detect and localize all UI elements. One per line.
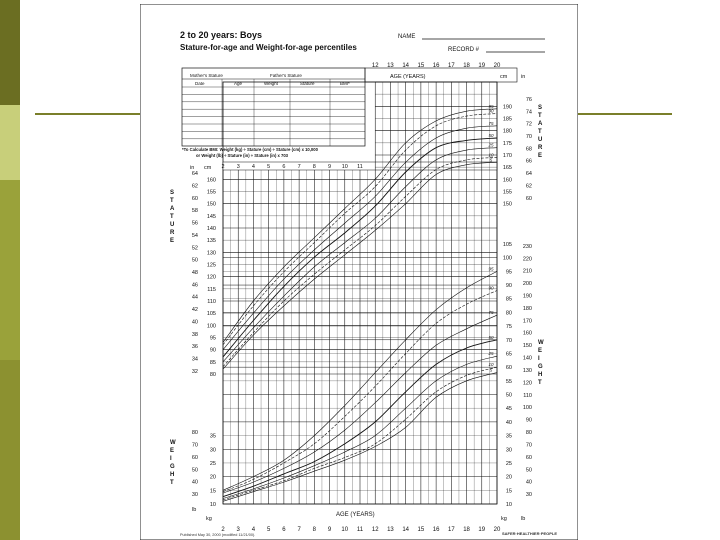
- footer-text: Published May 30, 2000 (modified 11/21/00).: [180, 533, 256, 537]
- weight-kg-tick-right: 55: [505, 378, 512, 385]
- weight-kg-tick-right: 50: [505, 392, 512, 399]
- weight-lb-tick-right: 210: [522, 268, 532, 275]
- weight-kg-tick-right: 15: [505, 488, 512, 495]
- weight-percentile-label: 90: [488, 285, 494, 291]
- unit-cm-left: cm: [204, 165, 212, 171]
- stature-percentile-label: 5: [489, 157, 493, 163]
- bottom-age-tick: 20: [493, 527, 501, 533]
- weight-percentile-label: 50: [488, 334, 494, 340]
- weight-lb-tick-left: 30: [191, 492, 198, 499]
- weight-kg-tick-left: 25: [209, 460, 216, 467]
- bottom-age-tick: 5: [266, 527, 271, 533]
- stature-cm-tick-left: 135: [206, 238, 216, 245]
- slide-bar-4: [0, 360, 20, 540]
- unit-lb-left: lb: [192, 507, 197, 513]
- stature-cm-tick-right: 155: [502, 189, 512, 196]
- stature-cm-tick-left: 125: [206, 262, 216, 269]
- bottom-age-tick: 8: [312, 527, 317, 533]
- weight-kg-tick-left: 20: [209, 474, 216, 481]
- stature-cm-tick-right: 170: [502, 153, 512, 159]
- stature-percentile-label: 10: [488, 152, 494, 158]
- weight-lb-tick-right: 140: [522, 355, 532, 362]
- stature-cm-tick-right: 160: [502, 177, 512, 184]
- bottom-age-tick: 18: [463, 527, 470, 533]
- weight-lb-tick-right: 120: [522, 380, 532, 387]
- stature-in-tick-right: 74: [525, 109, 532, 116]
- weight-kg-tick-right: 10: [505, 502, 512, 508]
- table-header-age: Age: [234, 81, 243, 86]
- bottom-age-label: AGE (YEARS): [336, 512, 375, 518]
- unit-kg-right: kg: [501, 516, 507, 522]
- stature-in-tick-left: 50: [191, 257, 198, 264]
- stature-cm-tick-left: 140: [206, 226, 216, 232]
- weight-kg-tick-right: 25: [505, 460, 512, 467]
- top-age-tick: 14: [402, 63, 410, 69]
- mid-age-tick: 10: [341, 164, 348, 170]
- weight-lb-tick-right: 30: [525, 492, 532, 499]
- weight-kg-tick-right: 100: [502, 255, 512, 262]
- top-age-ticks: [372, 63, 501, 69]
- stature-cm-tick-left: 105: [206, 311, 216, 318]
- stature-cm-tick-left: 85: [209, 359, 216, 366]
- weight-lb-tick-right: 50: [525, 467, 532, 474]
- stature-cm-tick-left: 90: [209, 347, 216, 354]
- stature-cm-tick-left: 160: [206, 177, 216, 184]
- weight-percentile-label: 75: [488, 310, 494, 316]
- slide-bar-1: [0, 0, 20, 105]
- chart-subtitle: Stature-for-age and Weight-for-age percentiles: [180, 43, 357, 52]
- bottom-age-tick: 13: [387, 527, 394, 533]
- table-header-date: Date: [195, 81, 205, 86]
- weight-lb-tick-left: 40: [191, 479, 198, 486]
- stature-in-tick-left: 40: [191, 319, 198, 326]
- mid-age-tick: 4: [251, 164, 255, 170]
- weight-kg-tick-right: 45: [505, 406, 512, 413]
- bottom-age-tick: 15: [417, 527, 425, 533]
- stature-in-tick-left: 62: [191, 183, 198, 190]
- stature-in-tick-right: 68: [525, 146, 532, 153]
- mid-age-tick: 9: [328, 164, 332, 170]
- top-age-tick: 15: [417, 63, 425, 69]
- stature-cm-tick-left: 120: [206, 274, 216, 281]
- mid-age-tick: 6: [282, 164, 286, 170]
- weight-kg-tick-right: 60: [505, 365, 512, 372]
- weight-lb-tick-left: 70: [191, 442, 198, 449]
- stature-in-tick-left: 54: [191, 232, 198, 239]
- stature-in-tick-left: 48: [191, 269, 198, 276]
- weight-lb-tick-right: 100: [522, 405, 532, 412]
- bottom-age-tick: 10: [341, 527, 349, 533]
- stature-cm-tick-left: 115: [207, 286, 216, 293]
- stature-cm-tick-right: 165: [502, 165, 512, 172]
- weight-kg-tick-right: 65: [505, 351, 512, 358]
- stature-in-tick-right: 62: [525, 183, 532, 190]
- weight-lb-tick-right: 230: [522, 243, 532, 250]
- stature-in-tick-right: 70: [525, 134, 532, 141]
- top-age-label: AGE (YEARS): [390, 74, 426, 80]
- unit-cm-right: cm: [500, 74, 508, 80]
- stature-in-tick-right: 66: [525, 158, 532, 165]
- stature-in-tick-left: 34: [191, 356, 198, 363]
- weight-lb-tick-right: 40: [525, 479, 532, 486]
- slide-rule-right: [578, 113, 672, 115]
- stature-in-tick-right: 72: [525, 121, 532, 128]
- chart-page-border: [140, 4, 578, 540]
- stature-cm-tick-left: 130: [206, 250, 216, 257]
- stature-in-tick-right: 76: [525, 96, 532, 103]
- unit-in-left: in: [190, 165, 195, 171]
- record-label: RECORD #: [448, 47, 480, 53]
- side-label-stature-right: S T A T U R E: [538, 105, 543, 159]
- stature-cm-tick-right: 185: [502, 116, 512, 123]
- stature-cm-tick-right: 150: [502, 201, 512, 208]
- stature-percentile-label: 75: [488, 120, 494, 126]
- side-label-weight-left: W E I G H T: [170, 440, 176, 486]
- top-age-tick: 18: [463, 63, 470, 69]
- bottom-age-tick: 3: [236, 527, 240, 533]
- bottom-age-tick: 11: [356, 527, 364, 533]
- bottom-age-tick: 12: [371, 527, 379, 533]
- top-age-tick: 16: [432, 63, 440, 69]
- weight-percentile-label: 25: [488, 351, 494, 357]
- weight-lb-tick-left: 80: [191, 430, 198, 437]
- mid-age-tick: 8: [312, 164, 316, 170]
- chart-title: 2 to 20 years: Boys: [180, 30, 263, 40]
- weight-kg-tick-right: 75: [505, 324, 512, 331]
- unit-in-right: in: [521, 74, 526, 80]
- top-age-tick: 20: [493, 63, 501, 69]
- bottom-age-tick: 7: [297, 527, 301, 533]
- weight-lb-tick-right: 70: [525, 442, 532, 449]
- table-header-weight: Weight: [264, 81, 278, 86]
- weight-kg-tick-right: 70: [505, 337, 512, 344]
- weight-percentile-label: 5: [489, 367, 493, 373]
- weight-lb-tick-right: 80: [525, 430, 532, 437]
- weight-kg-tick-right: 90: [505, 283, 512, 290]
- weight-lb-tick-right: 180: [522, 305, 532, 312]
- top-age-tick: 19: [478, 63, 486, 69]
- stature-percentile-label: 90: [488, 108, 494, 114]
- weight-lb-tick-left: 60: [191, 454, 198, 461]
- bmi-note-1: *To Calculate BMI: Weight (kg) ÷ Stature (cm) ÷ Stature (cm) x 10,000: [182, 147, 318, 152]
- stature-percentile-label: 25: [488, 142, 494, 148]
- weight-kg-tick-right: 80: [505, 310, 512, 317]
- weight-kg-tick-left: 10: [209, 502, 216, 508]
- bottom-age-tick: 2: [221, 527, 225, 533]
- stature-cm-tick-left: 155: [206, 189, 216, 196]
- stature-cm-tick-left: 95: [209, 335, 216, 342]
- weight-kg-tick-right: 35: [505, 433, 512, 440]
- weight-lb-tick-right: 90: [525, 417, 532, 424]
- stature-in-tick-left: 36: [191, 344, 198, 351]
- table-header-bmi: BMI*: [340, 81, 350, 86]
- weight-lb-tick-right: 130: [522, 367, 532, 374]
- table-group-header-mother: Mother's Stature: [190, 73, 223, 78]
- slide-rule-left: [35, 113, 143, 115]
- stature-in-tick-left: 56: [191, 220, 198, 227]
- weight-lb-tick-right: 220: [522, 256, 532, 263]
- weight-lb-tick-right: 190: [522, 293, 532, 300]
- mid-age-tick: 3: [236, 164, 240, 170]
- bottom-age-tick: 6: [282, 527, 286, 533]
- stature-percentile-label: 95: [488, 103, 494, 109]
- stature-cm-tick-right: 180: [502, 128, 512, 135]
- mid-age-tick: 2: [221, 164, 225, 170]
- weight-lb-tick-right: 110: [523, 392, 532, 399]
- stature-cm-tick-left: 145: [206, 213, 216, 220]
- stature-in-tick-right: 64: [525, 171, 532, 178]
- stature-cm-tick-left: 100: [206, 323, 216, 330]
- bottom-age-tick: 19: [478, 527, 486, 533]
- weight-lb-tick-right: 170: [522, 318, 532, 325]
- stature-cm-tick-right: 175: [502, 140, 512, 147]
- growth-chart: [140, 4, 578, 540]
- weight-lb-tick-right: 160: [522, 330, 532, 337]
- bottom-age-tick: 14: [402, 527, 410, 533]
- stature-cm-tick-right: 190: [502, 104, 512, 111]
- slide-bar-2: [0, 105, 20, 180]
- bottom-age-tick: 16: [432, 527, 440, 533]
- stature-percentile-label: 50: [488, 132, 494, 138]
- table-header-stature: Stature: [300, 81, 315, 86]
- stature-in-tick-left: 38: [191, 331, 198, 338]
- stature-in-tick-left: 32: [191, 368, 198, 375]
- top-age-tick: 17: [447, 63, 455, 69]
- stature-in-tick-left: 60: [191, 195, 198, 202]
- side-label-stature-left: S T A T U R E: [170, 190, 175, 244]
- stature-cm-tick-left: 80: [209, 372, 216, 378]
- weight-lb-tick-right: 150: [522, 343, 532, 350]
- weight-kg-tick-right: 85: [505, 296, 512, 303]
- weight-percentile-label: 10: [488, 362, 494, 368]
- weight-kg-tick-right: 20: [505, 474, 512, 481]
- weight-lb-tick-right: 60: [525, 454, 532, 461]
- footer-logo: SAFER·HEALTHIER·PEOPLE: [502, 531, 558, 536]
- stature-in-tick-left: 44: [191, 294, 198, 301]
- weight-lb-tick-right: 200: [522, 281, 532, 288]
- mid-age-tick: 7: [297, 164, 301, 170]
- mid-age-tick: 11: [357, 164, 363, 170]
- stature-in-tick-left: 46: [191, 282, 198, 289]
- stature-cm-tick-left: 150: [206, 201, 216, 208]
- weight-kg-tick-right: 30: [505, 447, 512, 454]
- unit-lb-right: lb: [521, 516, 526, 522]
- stature-in-tick-left: 64: [191, 171, 198, 178]
- weight-kg-tick-left: 35: [209, 433, 216, 440]
- mid-age-tick: 5: [267, 164, 271, 170]
- weight-lb-tick-left: 50: [191, 467, 198, 474]
- top-age-tick: 12: [371, 63, 379, 69]
- unit-kg-left: kg: [206, 516, 212, 522]
- bmi-note-2: or Weight (lb) ÷ Stature (in) ÷ Stature (in) x 703: [196, 153, 288, 158]
- weight-kg-tick-right: 40: [505, 419, 512, 426]
- stature-cm-tick-left: 110: [207, 299, 216, 305]
- bottom-age-tick: 17: [447, 527, 455, 533]
- weight-kg-tick-right: 105: [502, 242, 512, 248]
- bottom-age-tick: 4: [251, 527, 256, 533]
- stature-in-tick-right: 60: [525, 195, 532, 202]
- stature-in-tick-left: 42: [191, 307, 198, 314]
- weight-percentile-label: 95: [488, 266, 494, 272]
- weight-kg-tick-right: 95: [505, 269, 512, 276]
- stature-in-tick-left: 58: [191, 208, 198, 215]
- table-group-header-father: Father's Stature: [270, 73, 302, 78]
- stature-in-tick-left: 52: [191, 245, 198, 252]
- name-label: NAME: [398, 34, 416, 40]
- weight-kg-tick-left: 15: [209, 488, 216, 495]
- weight-kg-tick-left: 30: [209, 447, 216, 454]
- side-label-weight-right: W E I G H T: [538, 340, 544, 386]
- top-age-tick: 13: [387, 63, 394, 69]
- bottom-age-tick: 9: [327, 527, 332, 533]
- slide-bar-3: [0, 180, 20, 360]
